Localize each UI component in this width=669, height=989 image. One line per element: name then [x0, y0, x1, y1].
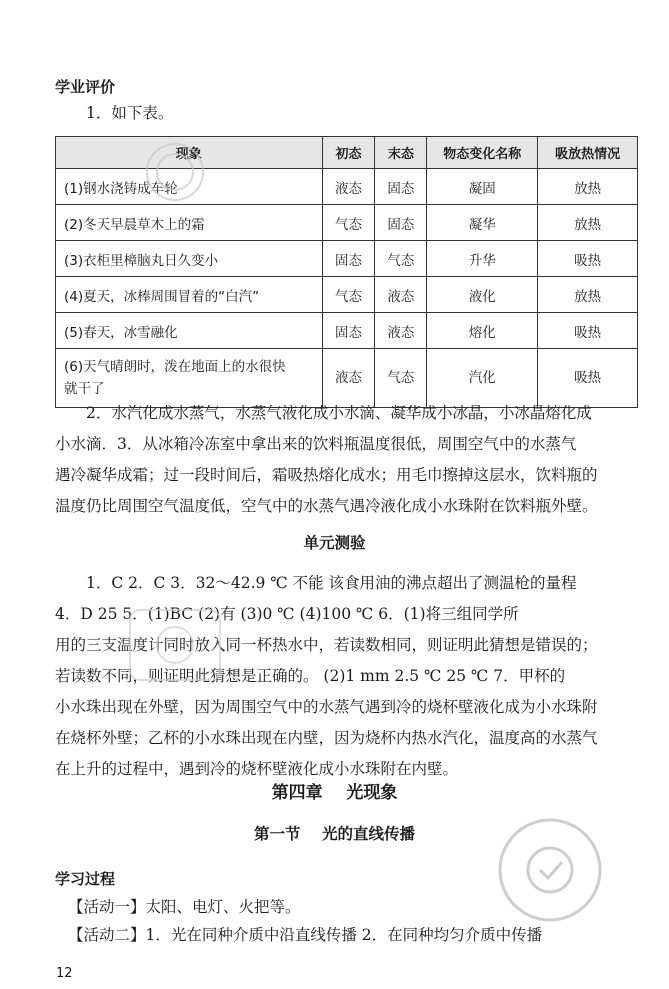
cell-heat: 放热	[538, 205, 638, 241]
cell-heat: 吸热	[538, 313, 638, 349]
answer-line: 温度仍比周围空气温度低，空气中的水蒸气遇冷液化成小水珠附在饮料瓶外壁。	[55, 497, 598, 515]
cell-initial: 固态	[322, 241, 375, 277]
cell-final: 固态	[375, 169, 427, 205]
answer-line: 遇冷凝华成霜；过一段时间后，霜吸热熔化成水；用毛巾擦掉这层水，饮料瓶的	[55, 466, 598, 484]
cell-phenomenon: (5)春天，冰雪融化	[56, 313, 323, 349]
cell-heat: 吸热	[538, 349, 638, 408]
activity-1: 【活动一】太阳、电灯、火把等。	[68, 898, 301, 916]
cell-final: 固态	[375, 205, 427, 241]
watermark-stamp-icon	[140, 132, 210, 222]
answer-line: 2．水汽化成水蒸气，水蒸气液化成小水滴、凝华成小冰晶，小冰晶熔化成	[86, 404, 592, 422]
answer-line: 在上升的过程中，遇到冷的烧杯壁液化成小水珠附在内壁。	[55, 760, 459, 778]
cell-change: 升华	[427, 241, 538, 277]
cell-change: 液化	[427, 277, 538, 313]
table-row	[56, 241, 638, 277]
cell-initial: 液态	[322, 169, 375, 205]
activity-2: 【活动二】1．光在同种介质中沿直线传播 2．在同种均匀介质中传播	[68, 926, 543, 944]
header-heat: 吸放热情况	[538, 137, 638, 169]
header-change: 物态变化名称	[427, 137, 538, 169]
item-1-intro: 1．如下表。	[86, 104, 174, 122]
cell-change: 凝华	[427, 205, 538, 241]
cell-phenomenon: (2)冬天早晨草木上的霜	[56, 205, 323, 241]
cell-change: 凝固	[427, 169, 538, 205]
cell-heat: 放热	[538, 169, 638, 205]
header-final: 末态	[375, 137, 427, 169]
cell-final: 液态	[375, 277, 427, 313]
cell-phenomenon: (4)夏天，冰棒周围冒着的“白汽”	[56, 277, 323, 313]
cell-phenomenon-line2: 就干了	[64, 381, 105, 397]
cell-phenomenon: (3)衣柜里樟脑丸日久变小	[56, 241, 323, 277]
header-phenomenon: 现象	[56, 137, 323, 169]
answer-line: 用的三支温度计同时放入同一杯热水中，若读数相同，则证明此猜想是错误的；	[55, 636, 598, 654]
answer-line: 小水滴．3．从冰箱冷冻室中拿出来的饮料瓶温度很低，周围空气中的水蒸气	[55, 435, 577, 453]
cell-final: 液态	[375, 313, 427, 349]
table-row	[56, 313, 638, 349]
answer-line: 若读数不同，则证明此猜想是正确的。 (2)1 mm 2.5 ℃ 25 ℃ 7．甲杯的	[55, 667, 566, 685]
cell-initial: 固态	[322, 313, 375, 349]
header-initial: 初态	[322, 137, 375, 169]
cell-phenomenon: (1)钢水浇铸成车轮	[56, 169, 323, 205]
cell-heat: 放热	[538, 277, 638, 313]
cell-change: 熔化	[427, 313, 538, 349]
watermark-logo-icon	[470, 810, 630, 960]
answer-line: 1．C 2．C 3．32～42.9 ℃ 不能 该食用油的沸点超出了测温枪的量程	[86, 574, 577, 592]
cell-initial: 气态	[322, 277, 375, 313]
answer-line: 4．D 25 5．(1)BC (2)有 (3)0 ℃ (4)100 ℃ 6．(1)将三组同学所	[55, 605, 519, 623]
section-title: 第一节 光的直线传播	[253, 825, 416, 843]
unit-test-title: 单元测验	[303, 534, 366, 552]
learning-process-heading: 学习过程	[55, 870, 116, 888]
page-number: 12	[56, 966, 73, 981]
section-heading-evaluation: 学业评价	[55, 78, 116, 96]
cell-initial: 气态	[322, 205, 375, 241]
watermark-stamp-icon	[120, 600, 230, 690]
chapter-title: 第四章 光现象	[271, 783, 398, 803]
table-row	[56, 277, 638, 313]
cell-final: 气态	[375, 349, 427, 408]
cell-initial: 液态	[322, 349, 375, 408]
answer-line: 在烧杯外壁；乙杯的小水珠出现在内壁，因为烧杯内热水汽化，温度高的水蒸气	[55, 729, 598, 747]
cell-final: 气态	[375, 241, 427, 277]
answer-line: 小水珠出现在外壁，因为周围空气中的水蒸气遇到冷的烧杯壁液化成为小水珠附	[55, 698, 598, 716]
cell-change: 汽化	[427, 349, 538, 408]
answers-2-3	[55, 398, 645, 522]
cell-heat: 吸热	[538, 241, 638, 277]
cell-phenomenon-line1: (6)天气晴朗时，泼在地面上的水很快	[64, 359, 286, 375]
